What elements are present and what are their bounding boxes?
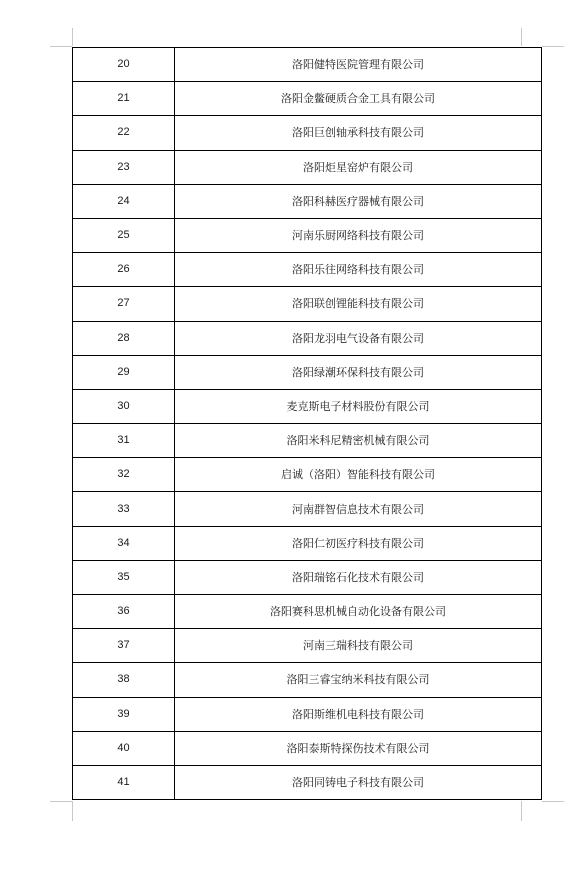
row-number: 32 — [73, 458, 175, 492]
table-row — [73, 526, 542, 560]
crop-mark-top-left-v — [72, 28, 73, 46]
company-table-body — [73, 48, 542, 800]
company-name: 洛阳瑞铭石化技术有限公司 — [175, 560, 542, 594]
company-name: 洛阳赛科思机械自动化设备有限公司 — [175, 595, 542, 629]
table-row — [73, 492, 542, 526]
company-name: 洛阳科赫医疗器械有限公司 — [175, 184, 542, 218]
row-number: 21 — [73, 82, 175, 116]
row-number: 34 — [73, 526, 175, 560]
table-row — [73, 595, 542, 629]
row-number: 27 — [73, 287, 175, 321]
row-number: 20 — [73, 48, 175, 82]
row-number: 30 — [73, 389, 175, 423]
table-row — [73, 355, 542, 389]
company-name: 洛阳同铸电子科技有限公司 — [175, 765, 542, 799]
company-name: 河南三瑞科技有限公司 — [175, 629, 542, 663]
table-row — [73, 663, 542, 697]
company-name: 麦克斯电子材料股份有限公司 — [175, 389, 542, 423]
row-number: 24 — [73, 184, 175, 218]
row-number: 40 — [73, 731, 175, 765]
row-number: 35 — [73, 560, 175, 594]
company-name: 洛阳健特医院管理有限公司 — [175, 48, 542, 82]
row-number: 29 — [73, 355, 175, 389]
row-number: 25 — [73, 218, 175, 252]
table-row — [73, 629, 542, 663]
table-row — [73, 458, 542, 492]
company-name: 洛阳仁初医疗科技有限公司 — [175, 526, 542, 560]
table-row — [73, 287, 542, 321]
table-row — [73, 48, 542, 82]
crop-mark-top-left-h — [50, 46, 72, 47]
company-name: 河南乐厨网络科技有限公司 — [175, 218, 542, 252]
row-number: 26 — [73, 253, 175, 287]
company-name: 洛阳三睿宝纳米科技有限公司 — [175, 663, 542, 697]
table-row — [73, 424, 542, 458]
company-name: 洛阳泰斯特探伤技术有限公司 — [175, 731, 542, 765]
row-number: 37 — [73, 629, 175, 663]
crop-mark-bottom-right-h — [542, 801, 564, 802]
table-row — [73, 560, 542, 594]
crop-mark-bottom-right-v — [521, 801, 522, 821]
company-name: 洛阳绿潮环保科技有限公司 — [175, 355, 542, 389]
company-name: 洛阳米科尼精密机械有限公司 — [175, 424, 542, 458]
row-number: 22 — [73, 116, 175, 150]
crop-mark-top-right-v — [521, 28, 522, 46]
crop-mark-bottom-left-h — [50, 801, 72, 802]
crop-mark-top-right-h — [542, 46, 564, 47]
row-number: 31 — [73, 424, 175, 458]
row-number: 39 — [73, 697, 175, 731]
company-name: 洛阳金鳖硬质合金工具有限公司 — [175, 82, 542, 116]
table-row — [73, 731, 542, 765]
company-name: 洛阳乐往网络科技有限公司 — [175, 253, 542, 287]
row-number: 33 — [73, 492, 175, 526]
company-name: 洛阳联创锂能科技有限公司 — [175, 287, 542, 321]
company-name: 洛阳炬星窑炉有限公司 — [175, 150, 542, 184]
table-row — [73, 218, 542, 252]
table-row — [73, 321, 542, 355]
table-row — [73, 150, 542, 184]
table-row — [73, 184, 542, 218]
company-name: 洛阳斯维机电科技有限公司 — [175, 697, 542, 731]
row-number: 36 — [73, 595, 175, 629]
table-row — [73, 116, 542, 150]
company-table — [72, 47, 542, 800]
table-row — [73, 82, 542, 116]
company-name: 洛阳巨创轴承科技有限公司 — [175, 116, 542, 150]
table-row — [73, 765, 542, 799]
row-number: 38 — [73, 663, 175, 697]
crop-mark-bottom-left-v — [72, 801, 73, 821]
company-name: 洛阳龙羽电气设备有限公司 — [175, 321, 542, 355]
row-number: 41 — [73, 765, 175, 799]
table-row — [73, 697, 542, 731]
table-row — [73, 253, 542, 287]
company-name: 启诚（洛阳）智能科技有限公司 — [175, 458, 542, 492]
company-name: 河南群智信息技术有限公司 — [175, 492, 542, 526]
row-number: 28 — [73, 321, 175, 355]
row-number: 23 — [73, 150, 175, 184]
table-row — [73, 389, 542, 423]
